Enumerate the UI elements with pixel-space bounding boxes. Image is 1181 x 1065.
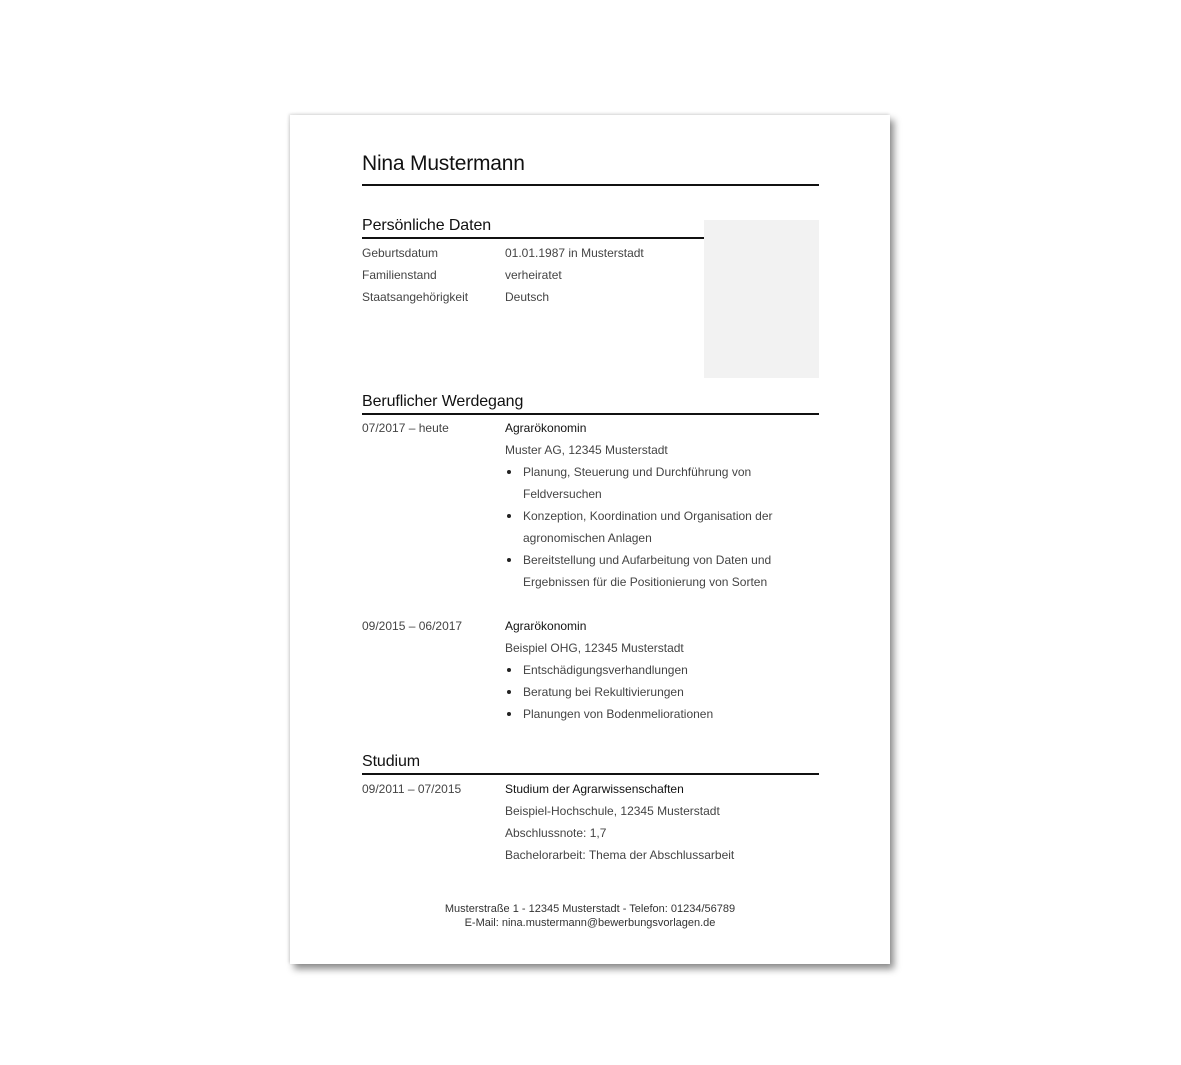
personal-value: 01.01.1987 in Musterstadt bbox=[505, 246, 644, 260]
bullet-icon bbox=[507, 668, 511, 672]
section-divider-personal bbox=[362, 237, 704, 239]
career-company: Beispiel OHG, 12345 Musterstadt bbox=[505, 641, 684, 655]
task-item bbox=[505, 681, 795, 703]
career-title: Agrarökonomin bbox=[505, 619, 587, 633]
photo-placeholder bbox=[704, 220, 819, 378]
career-details bbox=[505, 615, 795, 725]
bullet-icon bbox=[507, 558, 511, 562]
footer-email: E-Mail: nina.mustermann@bewerbungsvorlagen.de bbox=[464, 917, 716, 929]
task-item bbox=[505, 659, 795, 681]
bullet-icon bbox=[507, 690, 511, 694]
career-date: 09/2015 – 06/2017 bbox=[362, 619, 463, 633]
section-title-study: Studium bbox=[362, 753, 420, 770]
task-line: Bereitstellung und Aufarbeitung von Daten und bbox=[523, 553, 772, 567]
task-line: Beratung bei Rekultivierungen bbox=[523, 685, 684, 699]
task-item bbox=[505, 549, 795, 593]
section-title-personal: Persönliche Daten bbox=[362, 217, 492, 234]
personal-label: Familienstand bbox=[362, 268, 437, 282]
study-line: Beispiel-Hochschule, 12345 Musterstadt bbox=[505, 804, 720, 818]
bullet-icon bbox=[507, 514, 511, 518]
task-item bbox=[505, 461, 795, 505]
task-item bbox=[505, 505, 795, 549]
section-title-career: Beruflicher Werdegang bbox=[362, 393, 524, 410]
career-details bbox=[505, 417, 795, 593]
personal-value: verheiratet bbox=[505, 268, 562, 282]
cv-name: Nina Mustermann bbox=[362, 152, 525, 175]
task-line: Planung, Steuerung und Durchführung von bbox=[523, 465, 752, 479]
career-title: Agrarökonomin bbox=[505, 421, 587, 435]
bullet-icon bbox=[507, 712, 511, 716]
career-company: Muster AG, 12345 Musterstadt bbox=[505, 443, 668, 457]
task-line: Entschädigungsverhandlungen bbox=[523, 663, 688, 677]
cv-page bbox=[290, 115, 890, 964]
study-line: Abschlussnote: 1,7 bbox=[505, 826, 607, 840]
task-line: Konzeption, Koordination und Organisation der bbox=[523, 509, 773, 523]
name-divider bbox=[362, 184, 819, 186]
footer-address: Musterstraße 1 - 12345 Musterstadt - Telefon: 01234/56789 bbox=[444, 903, 736, 915]
task-line: agronomischen Anlagen bbox=[523, 531, 652, 545]
task-line: Ergebnissen für die Positionierung von Sorten bbox=[523, 575, 768, 589]
study-title: Studium der Agrarwissenschaften bbox=[505, 782, 684, 796]
task-line: Planungen von Bodenmeliorationen bbox=[523, 707, 714, 721]
personal-label: Staatsangehörigkeit bbox=[362, 290, 469, 304]
contact-footer bbox=[290, 902, 890, 930]
task-line: Feldversuchen bbox=[523, 487, 602, 501]
personal-label: Geburtsdatum bbox=[362, 246, 439, 260]
personal-value: Deutsch bbox=[505, 290, 550, 304]
career-tasks bbox=[505, 659, 795, 725]
career-tasks bbox=[505, 461, 795, 593]
study-date: 09/2011 – 07/2015 bbox=[362, 782, 462, 796]
section-divider-study bbox=[362, 773, 819, 775]
career-date: 07/2017 – heute bbox=[362, 421, 449, 435]
bullet-icon bbox=[507, 470, 511, 474]
section-divider-career bbox=[362, 413, 819, 415]
study-line: Bachelorarbeit: Thema der Abschlussarbeit bbox=[505, 848, 735, 862]
task-item bbox=[505, 703, 795, 725]
study-details bbox=[505, 778, 795, 866]
